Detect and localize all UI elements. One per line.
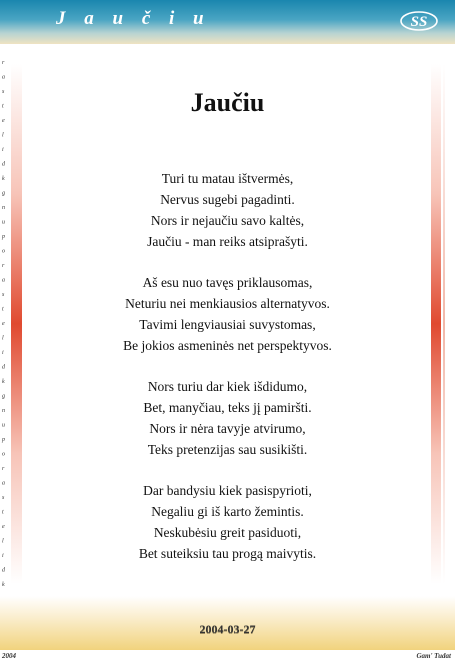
strip-ornament-glyph: d <box>2 364 5 371</box>
strip-ornament-glyph: e <box>2 524 5 530</box>
poem-body <box>0 168 455 584</box>
strip-ornament-glyph: o <box>2 451 5 458</box>
strip-ornament-glyph: d <box>2 161 5 168</box>
strip-ornament-glyph: s <box>2 495 5 501</box>
poem-line: Dar bandysiu kiek pasispyrioti, <box>143 483 312 498</box>
poem-line: Jaučiu - man reiks atsiprašyti. <box>147 234 308 249</box>
poem-line: Bet, manyčiau, teks jį pamiršti. <box>143 400 312 415</box>
stanza <box>0 376 455 460</box>
strip-ornament-glyph: p <box>2 234 5 240</box>
header-banner <box>0 0 455 44</box>
strip-ornament-glyph: p <box>2 437 5 443</box>
poem-line: Nors ir nejaučiu savo kaltės, <box>150 213 305 228</box>
bottom-left-mark: 2004 <box>2 652 16 660</box>
strip-ornament-glyph: u <box>2 219 5 226</box>
stanza <box>0 168 455 252</box>
strip-ornament-glyph: l <box>2 132 4 139</box>
strip-ornament-glyph: r <box>2 263 5 269</box>
footer-date: 2004-03-27 <box>199 622 256 636</box>
strip-ornament-glyph: k <box>2 582 5 588</box>
strip-ornament-glyph: r <box>2 60 5 66</box>
strip-ornament-glyph: o <box>2 248 5 255</box>
strip-ornament-glyph: t <box>2 103 4 110</box>
strip-ornament-glyph: e <box>2 321 5 327</box>
logo-icon <box>399 10 439 32</box>
stanza <box>0 272 455 356</box>
poem-line: Nors turiu dar kiek išdidumo, <box>147 379 308 394</box>
svg-text:SS: SS <box>410 14 428 30</box>
strip-ornament-glyph: r <box>2 466 5 472</box>
strip-ornament-glyph: t <box>2 509 4 516</box>
strip-ornament-glyph: s <box>2 292 5 298</box>
poem-line: Be jokios asmeninės net perspektyvos. <box>123 338 332 353</box>
poem-line: Negaliu gi iš karto žemintis. <box>151 504 304 519</box>
strip-ornament-glyph: u <box>2 422 5 429</box>
poem-line: Bet suteiksiu tau progą maivytis. <box>138 546 317 561</box>
poem-line: Neturiu nei menkiausios alternatyvos. <box>125 296 330 311</box>
poem-line: Turi tu matau ištvermės, <box>161 171 294 186</box>
strip-ornament-glyph: g <box>2 190 5 197</box>
strip-ornament-glyph: n <box>2 205 5 211</box>
strip-ornament-glyph: i <box>2 147 4 153</box>
strip-ornament-glyph: a <box>2 74 5 81</box>
strip-ornament-glyph: i <box>2 553 4 559</box>
strip-ornament-glyph: i <box>2 350 4 356</box>
strip-ornament-glyph: l <box>2 335 4 342</box>
strip-ornament-glyph: d <box>2 567 5 574</box>
strip-ornament-glyph: t <box>2 306 4 313</box>
header-title: J a u č i u <box>56 8 211 29</box>
strip-ornament-glyph: g <box>2 393 5 400</box>
strip-ornament-glyph: l <box>2 538 4 545</box>
poem-line: Teks pretenzijas sau susikišti. <box>147 442 308 457</box>
poem-line: Neskubėsiu greit pasiduoti, <box>153 525 302 540</box>
strip-ornament-glyph: a <box>2 277 5 284</box>
strip-ornament-glyph: n <box>2 408 5 414</box>
strip-ornament-glyph: k <box>2 176 5 182</box>
poem-line: Tavimi lengviausiai suvystomas, <box>139 317 316 332</box>
poem-line: Aš esu nuo tavęs priklausomas, <box>142 275 313 290</box>
stanza <box>0 480 455 564</box>
poem-line: Nors ir nėra tavyje atvirumo, <box>149 421 306 436</box>
strip-ornament-glyph: k <box>2 379 5 385</box>
strip-ornament-glyph: e <box>2 118 5 124</box>
strip-ornament-glyph: s <box>2 89 5 95</box>
strip-ornament-glyph: a <box>2 480 5 487</box>
poem-title: Jaučiu <box>190 88 265 117</box>
poem-line: Nervus sugebi pagadinti. <box>160 192 295 207</box>
bottom-right-mark: Gam' Tudat <box>416 652 451 660</box>
